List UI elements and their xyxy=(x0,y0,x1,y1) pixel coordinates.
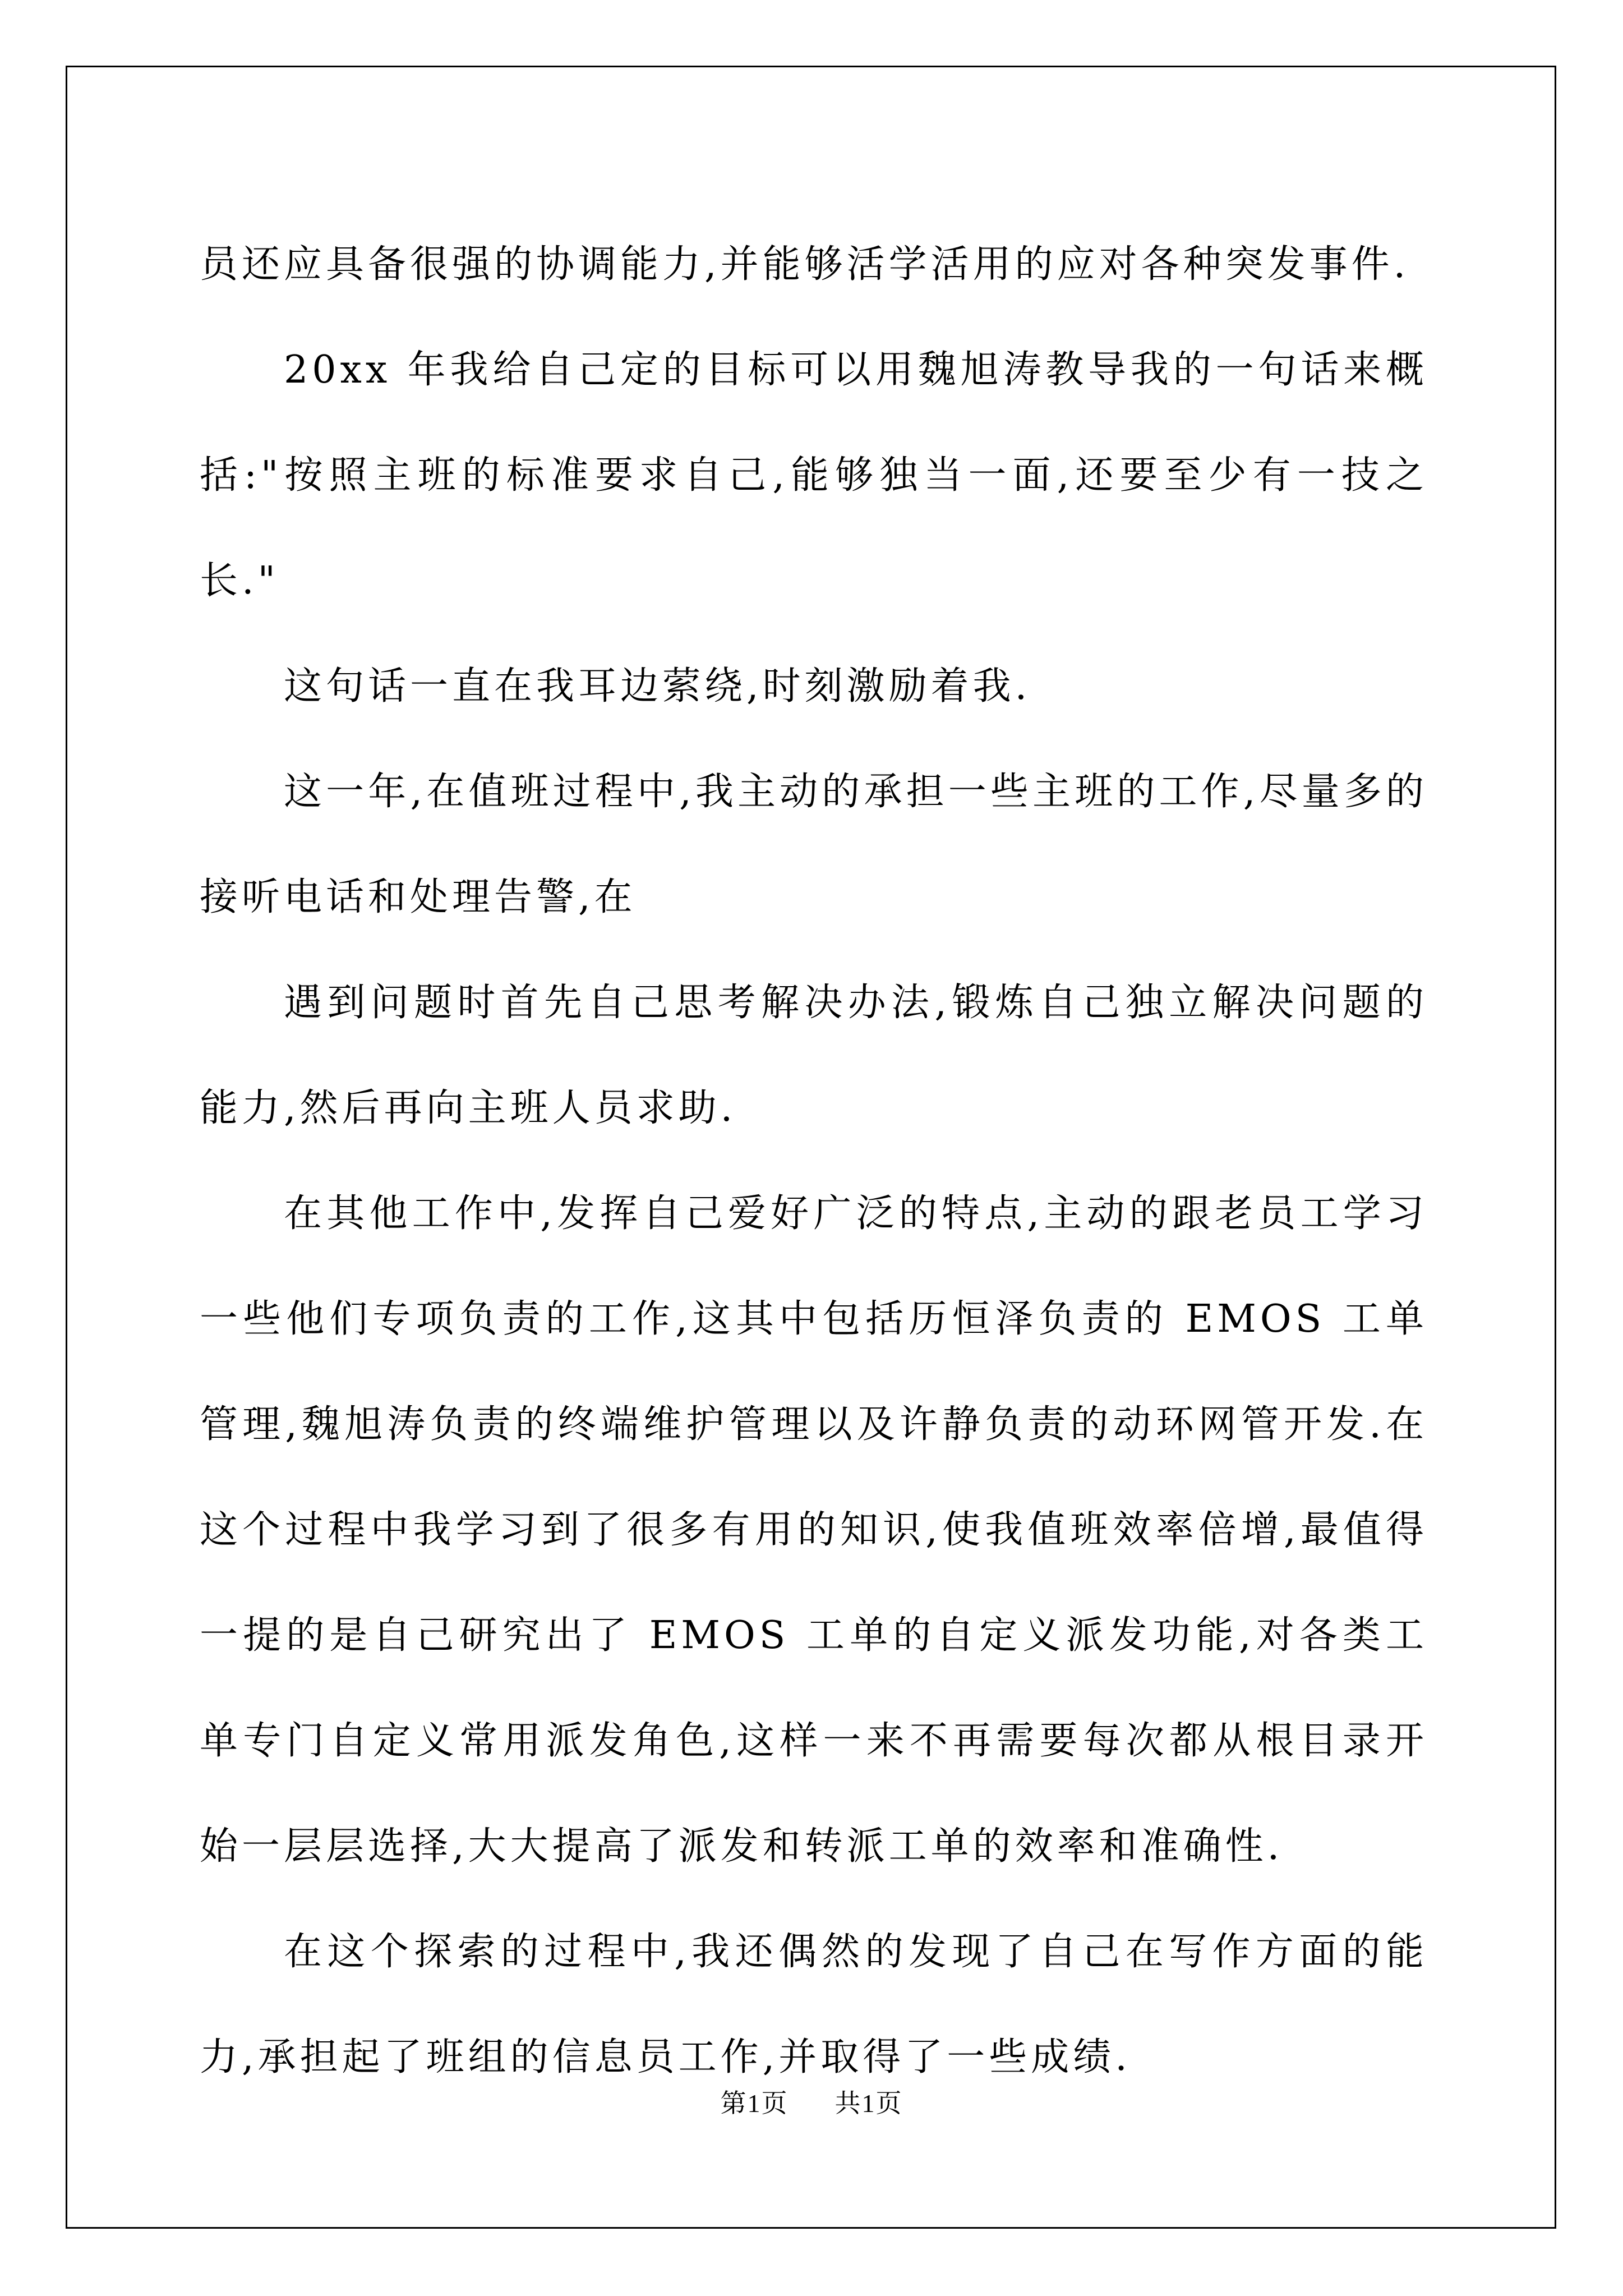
paragraph-4: 这一年,在值班过程中,我主动的承担一些主班的工作,尽量多的接听电话和处理告警,在 xyxy=(200,770,1428,919)
paragraph-5: 遇到问题时首先自己思考解决办法,锻炼自己独立解决问题的能力,然后再向主班人员求助. xyxy=(200,981,1428,1130)
paragraph-6: 在其他工作中,发挥自己爱好广泛的特点,主动的跟老员工学习一些他们专项负责的工作,这其中包括历恒泽负责的 EMOS 工单管理,魏旭涛负责的终端维护管理以及许静负责的动环网管开发.在这个过程中我学习到了很多有用的知识,使我值班效率倍增,最值得一提的是自己研究出了 EMOS 工单的自定义派发功能,对各类工单专门自定义常用派发角色,这样一来不再需要每次都从根目录开始一层层选择,大大提高了派发和转派工单的效率和准确性. xyxy=(200,1191,1428,1869)
paragraph-3: 这句话一直在我耳边萦绕,时刻激励着我. xyxy=(284,664,1031,708)
page-total: 共1页 xyxy=(834,2089,903,2118)
page-footer xyxy=(0,2087,1623,2120)
paragraph-7: 在这个探索的过程中,我还偶然的发现了自己在写作方面的能力,承担起了班组的信息员工作,并取得了一些成绩. xyxy=(200,1930,1428,2079)
page-number: 第1页 xyxy=(720,2089,789,2118)
document-body xyxy=(200,212,1428,2110)
paragraph-1: 员还应具备很强的协调能力,并能够活学活用的应对各种突发事件. xyxy=(200,242,1410,287)
paragraph-2: 20xx 年我给自己定的目标可以用魏旭涛教导我的一句话来概括:"按照主班的标准要求自己,能够独当一面,还要至少有一技之长." xyxy=(200,348,1428,603)
